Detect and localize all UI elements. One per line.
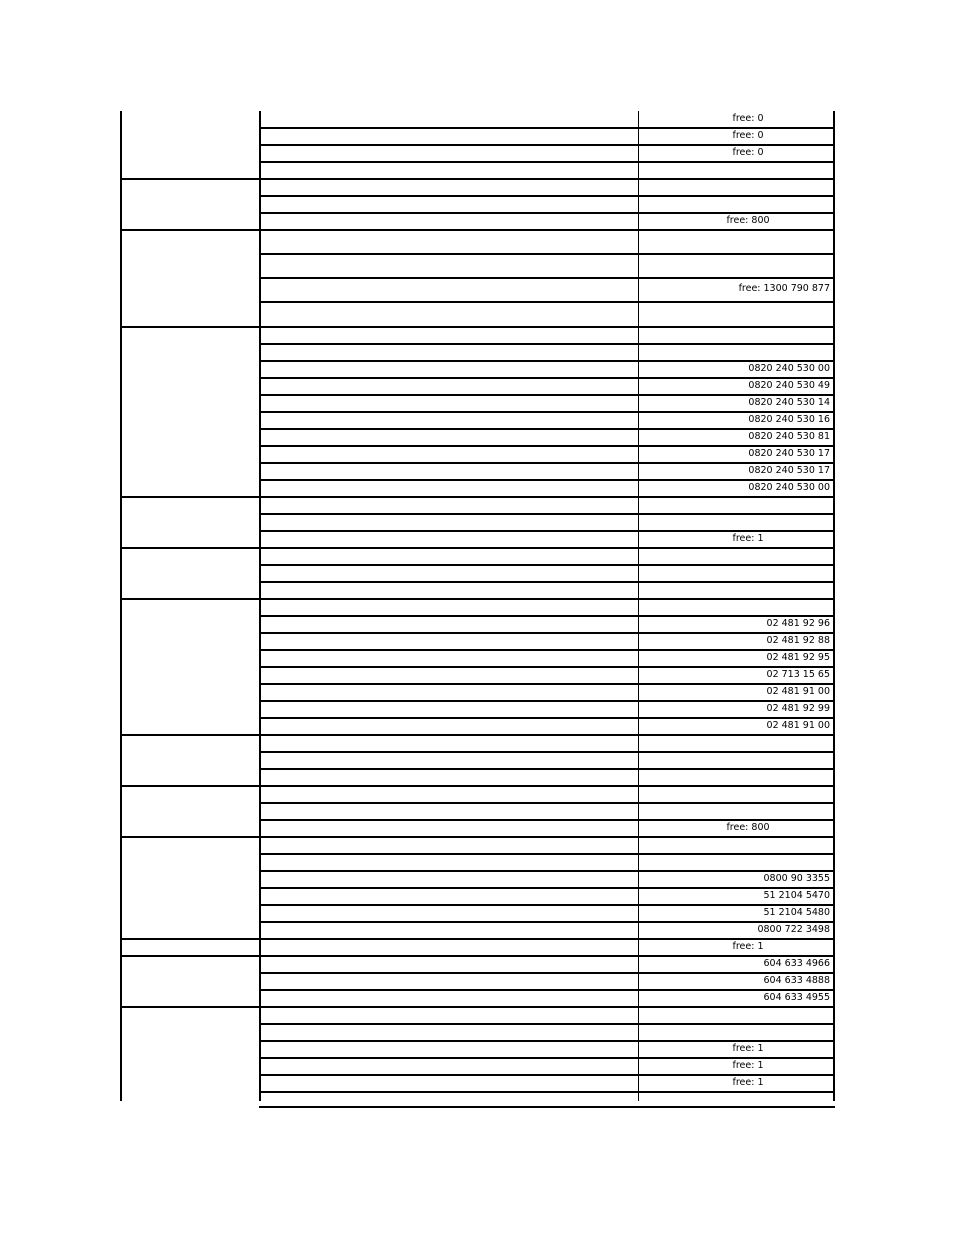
phone-number: 0820 240 530 16 [748, 414, 830, 425]
phone-number: 0820 240 530 49 [748, 380, 830, 391]
phone-number: 51 2104 5470 [763, 890, 830, 901]
row-divider [259, 144, 835, 146]
phone-number: 02 481 92 88 [766, 635, 830, 646]
row-divider [259, 428, 835, 430]
row-divider [259, 581, 835, 583]
row-divider [259, 887, 835, 889]
row-divider [259, 301, 835, 303]
phone-number: free: 800 [726, 822, 770, 833]
group-divider [120, 326, 835, 328]
group-divider [120, 785, 835, 787]
phone-number: free: 1 [732, 533, 764, 544]
row-divider [259, 1057, 835, 1059]
row-divider [259, 1074, 835, 1076]
row-divider [259, 127, 835, 129]
row-divider [259, 853, 835, 855]
row-divider [259, 445, 835, 447]
phone-number: 604 633 4888 [763, 975, 830, 986]
row-divider [259, 683, 835, 685]
phone-number: 604 633 4955 [763, 992, 830, 1003]
row-divider [259, 377, 835, 379]
row-divider [259, 904, 835, 906]
phone-number: free: 1 [732, 1043, 764, 1054]
phone-number: free: 1300 790 877 [738, 283, 830, 294]
row-divider [259, 819, 835, 821]
phone-number: 0820 240 530 17 [748, 448, 830, 459]
row-divider [259, 1091, 835, 1093]
group-divider [120, 1006, 835, 1008]
phone-number: 0820 240 530 81 [748, 431, 830, 442]
phone-number: 0820 240 530 00 [748, 482, 830, 493]
row-divider [259, 921, 835, 923]
row-divider [259, 161, 835, 163]
phone-number: 02 481 92 96 [766, 618, 830, 629]
phone-number: 02 713 15 65 [766, 669, 830, 680]
group-divider [120, 496, 835, 498]
row-divider [259, 360, 835, 362]
phone-number: 02 481 92 95 [766, 652, 830, 663]
row-divider [259, 751, 835, 753]
row-divider [259, 479, 835, 481]
row-divider [259, 277, 835, 279]
row-divider [259, 700, 835, 702]
phone-number: free: 1 [732, 941, 764, 952]
row-divider [259, 717, 835, 719]
row-divider [259, 195, 835, 197]
phone-number: 0820 240 530 17 [748, 465, 830, 476]
row-divider [259, 212, 835, 214]
row-divider [259, 1040, 835, 1042]
column-border-number [638, 111, 639, 1101]
row-divider [259, 462, 835, 464]
row-divider [259, 513, 835, 515]
row-divider [259, 530, 835, 532]
phone-number: free: 0 [732, 130, 764, 141]
row-divider [259, 411, 835, 413]
row-divider [259, 253, 835, 255]
row-divider [259, 1106, 835, 1108]
phone-number: 0800 90 3355 [763, 873, 830, 884]
group-divider [120, 836, 835, 838]
row-divider [259, 870, 835, 872]
group-divider [120, 734, 835, 736]
row-divider [259, 615, 835, 617]
phone-number: 0820 240 530 14 [748, 397, 830, 408]
phone-number: free: 800 [726, 215, 770, 226]
column-border-left [120, 111, 122, 1101]
phone-number: 02 481 92 99 [766, 703, 830, 714]
group-divider [120, 938, 835, 940]
column-border-name [259, 111, 261, 1101]
phone-number: free: 1 [732, 1077, 764, 1088]
row-divider [259, 989, 835, 991]
row-divider [259, 632, 835, 634]
row-divider [259, 1023, 835, 1025]
row-divider [259, 972, 835, 974]
row-divider [259, 394, 835, 396]
row-divider [259, 343, 835, 345]
group-divider [120, 229, 835, 231]
row-divider [259, 802, 835, 804]
phone-number: 02 481 91 00 [766, 720, 830, 731]
group-divider [120, 598, 835, 600]
phone-number: 0820 240 530 00 [748, 363, 830, 374]
row-divider [259, 666, 835, 668]
column-border-right [833, 111, 835, 1101]
phone-number: free: 0 [732, 147, 764, 158]
row-divider [259, 649, 835, 651]
group-divider [120, 955, 835, 957]
phone-number: free: 1 [732, 1060, 764, 1071]
group-divider [120, 547, 835, 549]
phone-number: free: 0 [732, 113, 764, 124]
row-divider [259, 768, 835, 770]
phone-number: 51 2104 5480 [763, 907, 830, 918]
phone-number: 02 481 91 00 [766, 686, 830, 697]
group-divider [120, 178, 835, 180]
row-divider [259, 564, 835, 566]
phone-number: 604 633 4966 [763, 958, 830, 969]
phone-number: 0800 722 3498 [757, 924, 830, 935]
